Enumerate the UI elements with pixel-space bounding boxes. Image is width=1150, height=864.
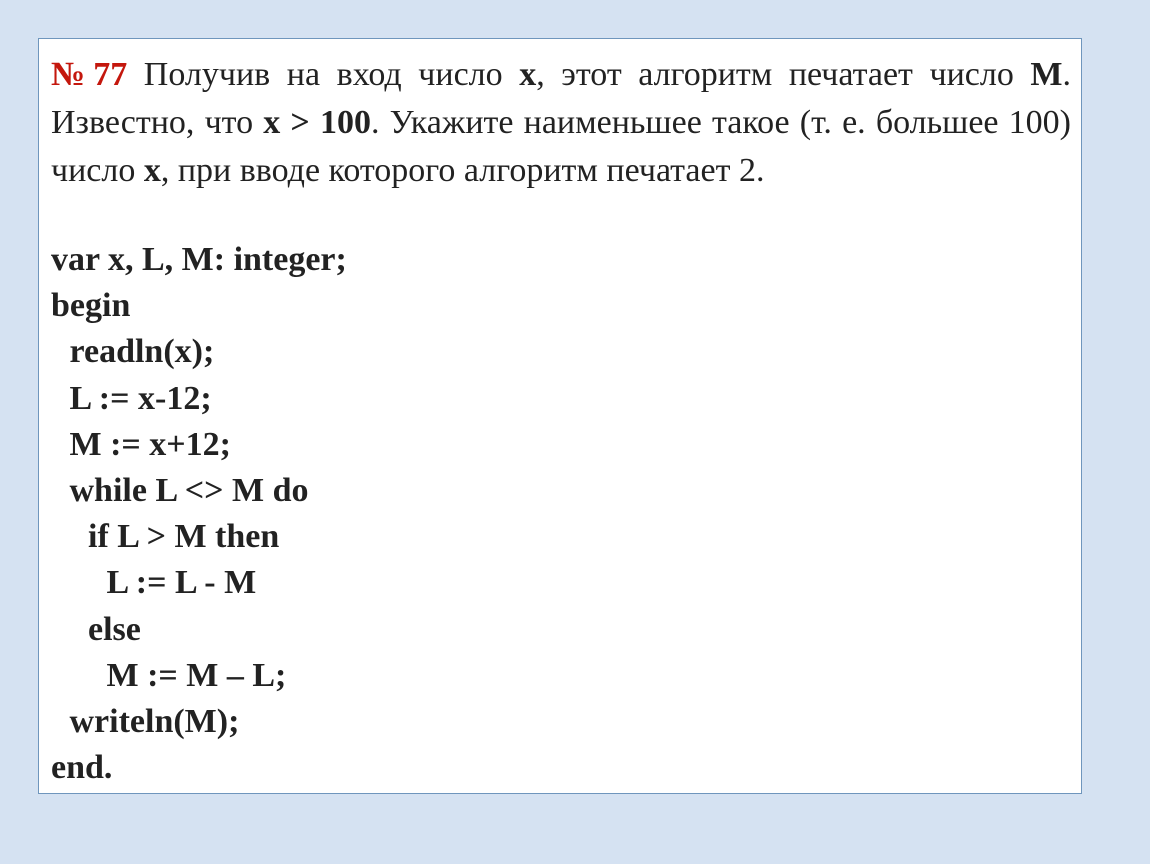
variable-m: M: [1030, 56, 1063, 93]
code-line: var x, L, M: integer;: [51, 241, 347, 278]
code-line: if L > M then: [71, 518, 280, 556]
condition: x > 100: [263, 104, 371, 141]
task-number: №77: [51, 56, 128, 93]
pascal-code-block: [51, 237, 347, 791]
task-text-part5: , при вводе которого алгоритм печатает 2.: [160, 152, 765, 189]
code-line: while L <> M do: [61, 471, 309, 509]
task-text-part1: Получив на вход число: [127, 56, 520, 93]
code-line: begin: [51, 287, 131, 325]
code-line: else: [71, 610, 141, 648]
code-line: L := L - M: [81, 564, 257, 602]
code-line: L := x-12;: [61, 379, 212, 417]
task-statement: [51, 51, 1071, 195]
variable-x: x: [519, 56, 537, 93]
code-line: end.: [51, 749, 113, 787]
code-line: writeln(M);: [61, 702, 240, 740]
task-text-part4: . Укажите наименьшее такое (т. е. большее 100) число: [51, 104, 1071, 189]
task-text-part3: . Известно, что: [51, 56, 1071, 141]
code-line: readln(x);: [61, 333, 215, 371]
variable-x-2: x: [143, 152, 161, 189]
code-line: M := M – L;: [81, 656, 287, 694]
task-text-part2: , этот алгоритм печатает число: [536, 56, 1031, 93]
task-card: [38, 38, 1082, 794]
code-line: M := x+12;: [61, 425, 231, 463]
